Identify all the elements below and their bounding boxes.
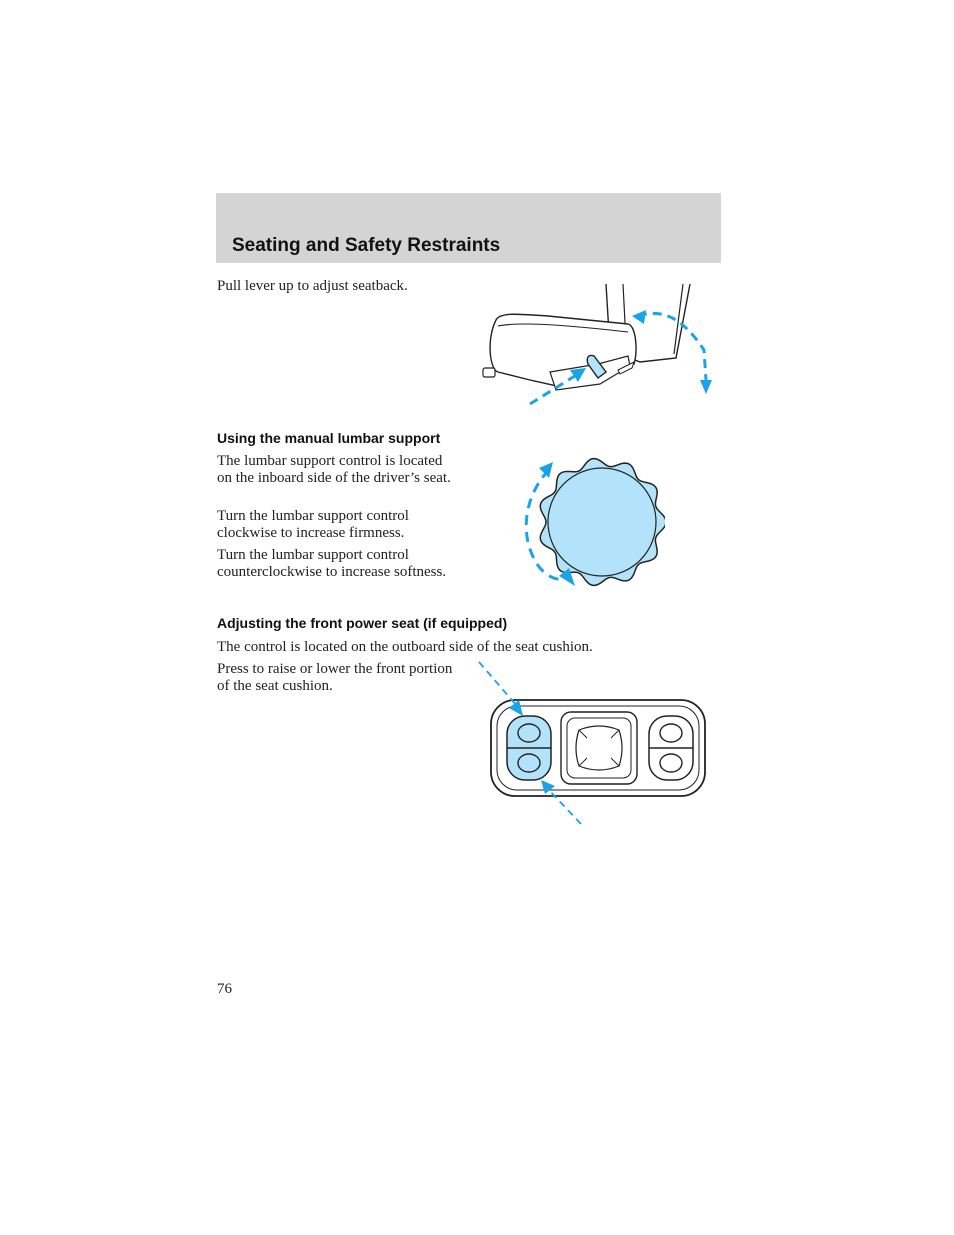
lumbar-paragraph-location: The lumbar support control is located on the inboard side of the driver’s seat. [217, 453, 451, 486]
front-lower-button [518, 754, 540, 772]
lumbar-paragraph-firmness: Turn the lumbar support control clockwise to increase firmness. [217, 508, 409, 541]
rear-lower-button [660, 754, 682, 772]
page-number: 76 [217, 981, 232, 997]
power-seat-paragraph-location: The control is located on the outboard side of the seat cushion. [217, 639, 593, 655]
power-seat-paragraph-front: Press to raise or lower the front portion of the seat cushion. [217, 661, 453, 694]
lumbar-paragraph-softness: Turn the lumbar support control counterclockwise to increase softness. [217, 547, 447, 580]
lumbar-heading: Using the manual lumbar support [217, 430, 441, 446]
seatback-lever-illustration [478, 280, 718, 410]
power-seat-control-illustration [475, 658, 715, 828]
front-raise-button [518, 724, 540, 742]
section-header-band [216, 193, 721, 263]
raise-pointer-arrow [479, 662, 517, 706]
section-title: Seating and Safety Restraints [232, 235, 501, 256]
power-seat-heading: Adjusting the front power seat (if equipped) [217, 615, 508, 631]
lumbar-knob-illustration [515, 452, 665, 592]
seatback-instruction: Pull lever up to adjust seatback. [217, 278, 408, 294]
lumbar-knob [540, 459, 665, 586]
rear-raise-button [660, 724, 682, 742]
